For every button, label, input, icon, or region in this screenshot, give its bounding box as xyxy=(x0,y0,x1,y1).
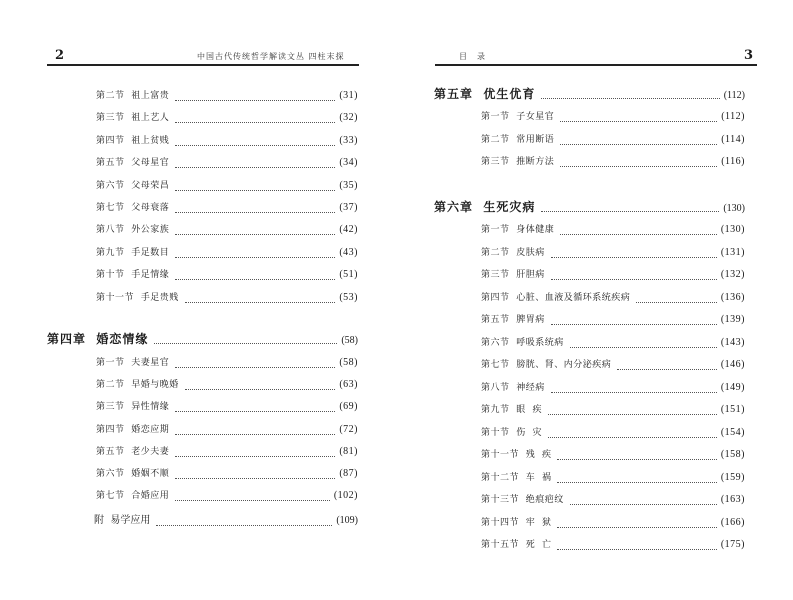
chapter-page: (58) xyxy=(341,335,358,346)
toc-section-entry xyxy=(481,312,745,328)
toc-section-entry xyxy=(481,447,745,463)
section-page: (131) xyxy=(720,246,745,258)
dot-leader xyxy=(560,144,717,145)
section-page: (112) xyxy=(721,111,745,122)
toc-section-entry xyxy=(96,267,358,283)
dot-leader xyxy=(551,324,717,325)
toc-section-entry xyxy=(481,380,745,396)
toc-section-entry xyxy=(481,537,745,553)
section-title: 第二节 祖上富贵 xyxy=(96,91,170,101)
appendix-entry xyxy=(94,513,358,529)
dot-leader xyxy=(175,367,335,368)
toc-section-entry xyxy=(96,88,358,104)
section-title: 第十一节 残 疾 xyxy=(481,450,552,460)
left-page-number: 2 xyxy=(55,48,65,63)
toc-section-entry xyxy=(481,335,745,351)
right-page-header xyxy=(435,44,757,66)
toc-section-entry xyxy=(96,245,358,261)
section-title: 第三节 肝胆病 xyxy=(481,270,545,280)
section-title: 第五节 父母星官 xyxy=(96,158,170,169)
dot-leader xyxy=(636,302,717,303)
section-page: (51) xyxy=(339,269,358,281)
toc-section-entry xyxy=(481,154,745,170)
toc-section-entry xyxy=(481,132,745,148)
section-page: (87) xyxy=(339,468,358,479)
section-title: 第二节 皮肤病 xyxy=(481,247,545,258)
toc-section-entry xyxy=(481,245,745,261)
section-page: (33) xyxy=(339,134,358,146)
toc-section-entry xyxy=(96,178,358,194)
section-title: 第三节 推断方法 xyxy=(481,157,555,167)
section-page: (159) xyxy=(720,471,745,483)
section-title: 第七节 父母衰落 xyxy=(96,203,170,213)
dot-leader xyxy=(185,389,336,390)
left-page xyxy=(0,0,396,600)
section-title: 第一节 身体健康 xyxy=(481,225,555,235)
dot-leader xyxy=(551,257,717,258)
section-page: (130) xyxy=(720,224,745,235)
toc-section-entry xyxy=(96,200,358,216)
section-title: 第九节 手足数目 xyxy=(96,247,170,258)
toc-section-entry xyxy=(96,444,358,460)
toc-section-entry xyxy=(481,492,745,508)
section-page: (114) xyxy=(721,133,745,145)
toc-section-entry xyxy=(481,357,745,373)
dot-leader xyxy=(175,456,335,457)
section-page: (149) xyxy=(720,381,745,393)
section-page: (69) xyxy=(339,401,358,413)
section-title: 第五节 脾胃病 xyxy=(481,315,545,325)
section-page: (136) xyxy=(720,291,745,303)
dot-leader xyxy=(560,121,717,122)
section-page: (166) xyxy=(720,516,745,528)
chapter-title: 第五章 优生优育 xyxy=(434,87,536,101)
section-title: 第十三节 绝痕疤纹 xyxy=(481,495,564,505)
toc-section-entry xyxy=(481,290,745,306)
section-page: (31) xyxy=(339,90,358,101)
left-page-header xyxy=(47,44,359,66)
dot-leader xyxy=(175,434,335,435)
chapter-title: 第六章 生死灾病 xyxy=(434,200,536,214)
section-page: (72) xyxy=(339,423,358,435)
section-page: (154) xyxy=(720,426,745,438)
toc-section-entry xyxy=(96,377,358,393)
chapter-title: 第四章 婚恋情缘 xyxy=(47,332,149,346)
section-page: (163) xyxy=(720,494,745,505)
toc-section-entry xyxy=(481,267,745,283)
right-page-number: 3 xyxy=(743,48,753,63)
dot-leader xyxy=(175,500,330,501)
right-page xyxy=(397,0,793,600)
section-page: (146) xyxy=(720,359,745,370)
dot-leader xyxy=(175,234,335,235)
toc-section-entry xyxy=(96,290,358,306)
right-running-head: 目录 xyxy=(459,52,495,61)
toc-section-entry xyxy=(96,399,358,415)
chapter-5-entry xyxy=(434,86,745,102)
section-page: (139) xyxy=(720,314,745,325)
dot-leader xyxy=(557,482,716,483)
section-page: (35) xyxy=(339,179,358,191)
toc-section-entry xyxy=(96,488,358,504)
dot-leader xyxy=(175,478,335,479)
section-title: 第四节 祖上贫贱 xyxy=(96,135,170,146)
section-title: 第十一节 手足贵贱 xyxy=(96,292,179,303)
section-title: 第八节 外公家族 xyxy=(96,225,170,236)
section-page: (53) xyxy=(339,291,358,303)
toc-section-entry xyxy=(96,222,358,238)
dot-leader xyxy=(560,166,717,167)
toc-section-entry xyxy=(481,425,745,441)
section-title: 第七节 合婚应用 xyxy=(96,491,170,502)
toc-section-entry xyxy=(481,470,745,486)
dot-leader xyxy=(551,279,717,280)
toc-section-entry xyxy=(96,133,358,149)
section-page: (102) xyxy=(333,490,358,502)
dot-leader xyxy=(548,437,717,438)
section-page: (58) xyxy=(339,357,358,368)
section-title: 第十节 手足情缘 xyxy=(96,270,170,281)
toc-section-entry xyxy=(96,110,358,126)
section-page: (158) xyxy=(720,449,745,460)
section-title: 第六节 婚姻不顺 xyxy=(96,469,170,479)
section-title: 第五节 老少夫妻 xyxy=(96,446,170,457)
section-page: (34) xyxy=(339,157,358,169)
section-title: 第三节 异性情缘 xyxy=(96,402,170,413)
dot-leader xyxy=(185,302,336,303)
section-title: 第一节 夫妻星官 xyxy=(96,358,170,368)
section-title: 第四节 婚恋应期 xyxy=(96,424,170,435)
dot-leader xyxy=(551,392,717,393)
dot-leader xyxy=(617,369,717,370)
chapter-page: (130) xyxy=(723,203,745,214)
toc-section-entry xyxy=(481,402,745,418)
dot-leader xyxy=(175,167,335,168)
section-page: (132) xyxy=(720,269,745,280)
dot-leader xyxy=(557,549,716,550)
left-running-head: 中国古代传统哲学解读文丛 四柱末探 xyxy=(197,52,345,61)
section-title: 第十二节 车 祸 xyxy=(481,472,552,483)
dot-leader xyxy=(541,211,719,212)
dot-leader xyxy=(548,414,717,415)
header-rule xyxy=(47,64,359,66)
section-page: (43) xyxy=(339,246,358,258)
dot-leader xyxy=(156,525,332,526)
section-title: 第二节 常用断语 xyxy=(481,134,555,145)
dot-leader xyxy=(154,343,337,344)
section-page: (81) xyxy=(339,445,358,457)
toc-section-entry xyxy=(96,355,358,371)
section-title: 第一节 子女星官 xyxy=(481,112,555,122)
dot-leader xyxy=(557,459,716,460)
section-title: 第七节 膀胱、肾、内分泌疾病 xyxy=(481,360,612,370)
chapter-6-entry xyxy=(434,199,745,215)
dot-leader xyxy=(560,234,717,235)
chapter-page: (112) xyxy=(723,90,745,101)
section-title: 第十节 伤 灾 xyxy=(481,427,542,438)
appendix-title: 附 易学应用 xyxy=(94,515,151,526)
dot-leader xyxy=(557,527,716,528)
section-title: 第八节 神经病 xyxy=(481,382,545,393)
dot-leader xyxy=(541,98,719,99)
section-page: (151) xyxy=(720,404,745,415)
section-page: (32) xyxy=(339,112,358,124)
toc-section-entry xyxy=(96,155,358,171)
section-page: (42) xyxy=(339,224,358,236)
chapter-4-entry xyxy=(47,331,358,347)
toc-section-entry xyxy=(96,422,358,438)
section-page: (63) xyxy=(339,379,358,391)
dot-leader xyxy=(175,279,335,280)
toc-section-entry xyxy=(96,466,358,482)
section-page: (116) xyxy=(721,156,745,167)
section-title: 第十五节 死 亡 xyxy=(481,540,552,550)
dot-leader xyxy=(570,347,717,348)
section-page: (143) xyxy=(720,336,745,348)
section-page: (37) xyxy=(339,202,358,213)
section-title: 第六节 呼吸系统病 xyxy=(481,337,564,348)
dot-leader xyxy=(175,212,335,213)
dot-leader xyxy=(175,145,335,146)
section-title: 第四节 心脏、血液及循环系统疾病 xyxy=(481,292,631,303)
dot-leader xyxy=(175,257,335,258)
dot-leader xyxy=(175,190,335,191)
header-rule xyxy=(435,64,757,66)
toc-section-entry xyxy=(481,109,745,125)
dot-leader xyxy=(570,504,717,505)
dot-leader xyxy=(175,411,335,412)
toc-section-entry xyxy=(481,222,745,238)
dot-leader xyxy=(175,122,335,123)
dot-leader xyxy=(175,100,335,101)
section-title: 第十四节 牢 狱 xyxy=(481,517,552,528)
section-title: 第六节 父母荣昌 xyxy=(96,180,170,191)
section-title: 第三节 祖上艺人 xyxy=(96,113,170,124)
toc-section-entry xyxy=(481,515,745,531)
section-title: 第九节 眼 疾 xyxy=(481,405,542,415)
section-page: (175) xyxy=(720,539,745,550)
section-title: 第二节 早婚与晚婚 xyxy=(96,380,179,391)
appendix-page: (109) xyxy=(336,515,358,526)
